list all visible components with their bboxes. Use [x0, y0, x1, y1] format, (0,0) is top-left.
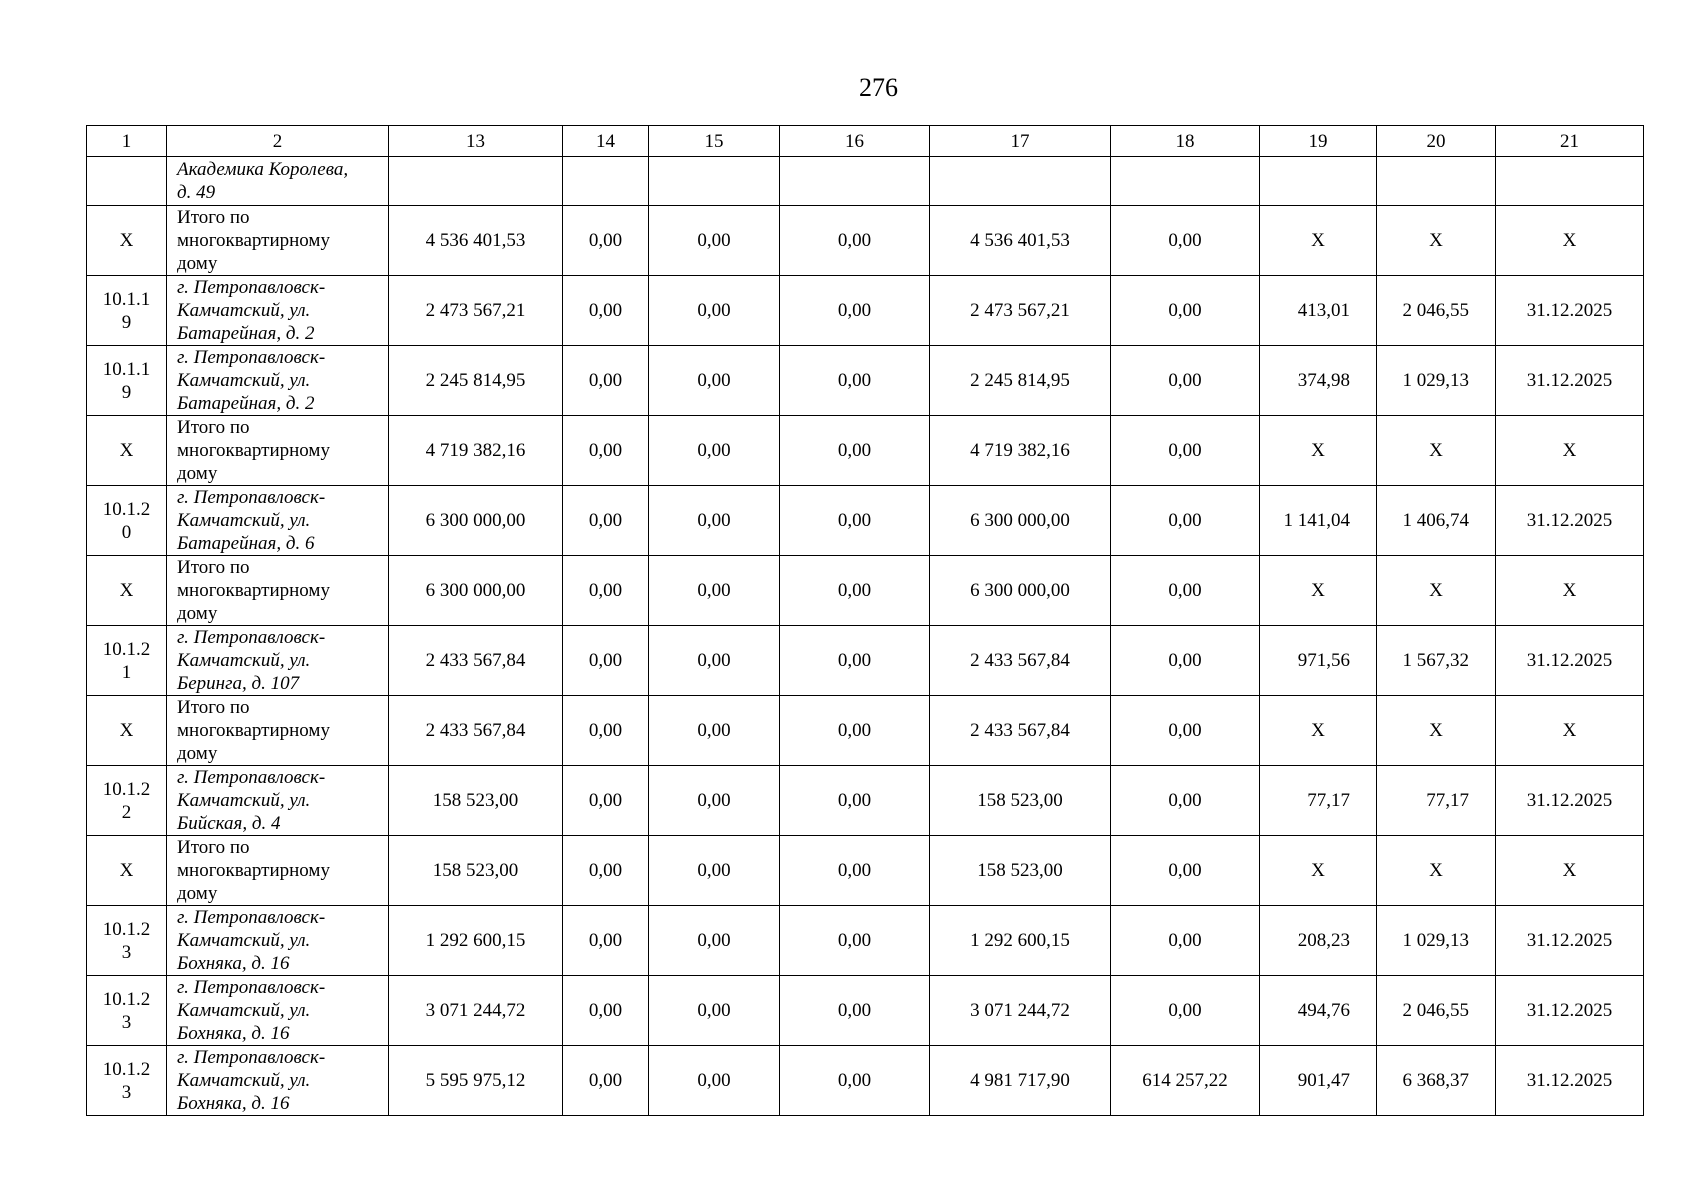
header-cell: 2 — [167, 126, 389, 157]
value-cell: 901,47 — [1260, 1046, 1377, 1116]
value-cell: 0,00 — [649, 486, 780, 556]
value-cell: Х — [1377, 696, 1496, 766]
value-cell: 2 245 814,95 — [389, 346, 563, 416]
value-cell: 2 245 814,95 — [930, 346, 1111, 416]
value-cell: 31.12.2025 — [1496, 1046, 1644, 1116]
value-cell: 0,00 — [780, 766, 930, 836]
value-cell: 4 536 401,53 — [389, 206, 563, 276]
value-cell: 0,00 — [563, 836, 649, 906]
row-number-cell: 10.1.2 2 — [87, 766, 167, 836]
total-label-cell: Итого по многоквартирному дому — [167, 836, 389, 906]
value-cell: 0,00 — [563, 976, 649, 1046]
value-cell — [930, 157, 1111, 206]
value-cell: 4 981 717,90 — [930, 1046, 1111, 1116]
value-cell: 6 300 000,00 — [930, 486, 1111, 556]
total-label-cell: Итого по многоквартирному дому — [167, 206, 389, 276]
value-cell: 6 300 000,00 — [389, 556, 563, 626]
value-cell: 0,00 — [1111, 276, 1260, 346]
value-cell: 1 029,13 — [1377, 346, 1496, 416]
value-cell: 31.12.2025 — [1496, 276, 1644, 346]
value-cell: 0,00 — [563, 556, 649, 626]
value-cell: 3 071 244,72 — [389, 976, 563, 1046]
address-cell: г. Петропавловск- Камчатский, ул. Батарейная, д. 2 — [167, 276, 389, 346]
value-cell: 0,00 — [649, 976, 780, 1046]
value-cell: Х — [1496, 696, 1644, 766]
value-cell: 4 719 382,16 — [389, 416, 563, 486]
value-cell: 0,00 — [1111, 626, 1260, 696]
value-cell: 0,00 — [649, 276, 780, 346]
value-cell — [389, 157, 563, 206]
value-cell: 0,00 — [780, 276, 930, 346]
table-row-total — [87, 416, 1644, 486]
value-cell: 2 433 567,84 — [930, 696, 1111, 766]
value-cell: 1 292 600,15 — [389, 906, 563, 976]
table-row — [87, 626, 1644, 696]
value-cell: 0,00 — [563, 346, 649, 416]
value-cell: 0,00 — [1111, 696, 1260, 766]
value-cell: 158 523,00 — [389, 836, 563, 906]
value-cell: 0,00 — [1111, 206, 1260, 276]
value-cell: 0,00 — [563, 696, 649, 766]
value-cell: 0,00 — [1111, 836, 1260, 906]
value-cell: 31.12.2025 — [1496, 906, 1644, 976]
header-cell: 17 — [930, 126, 1111, 157]
value-cell: 0,00 — [780, 696, 930, 766]
value-cell: 3 071 244,72 — [930, 976, 1111, 1046]
address-cell: г. Петропавловск- Камчатский, ул. Батарейная, д. 2 — [167, 346, 389, 416]
value-cell: 158 523,00 — [930, 766, 1111, 836]
total-label-cell: Итого по многоквартирному дому — [167, 556, 389, 626]
value-cell — [1260, 157, 1377, 206]
value-cell: 0,00 — [563, 276, 649, 346]
value-cell: 0,00 — [780, 206, 930, 276]
value-cell: 0,00 — [1111, 766, 1260, 836]
value-cell: 2 433 567,84 — [930, 626, 1111, 696]
value-cell: 0,00 — [563, 626, 649, 696]
value-cell: 0,00 — [563, 766, 649, 836]
row-number-cell: Х — [87, 556, 167, 626]
header-cell: 21 — [1496, 126, 1644, 157]
value-cell: 0,00 — [780, 1046, 930, 1116]
value-cell: 0,00 — [780, 836, 930, 906]
value-cell: 494,76 — [1260, 976, 1377, 1046]
value-cell: Х — [1260, 416, 1377, 486]
value-cell — [780, 157, 930, 206]
header-cell: 15 — [649, 126, 780, 157]
row-number-cell: 10.1.2 3 — [87, 1046, 167, 1116]
address-cell: Академика Королева, д. 49 — [167, 157, 389, 206]
value-cell — [563, 157, 649, 206]
address-cell: г. Петропавловск- Камчатский, ул. Бохняка, д. 16 — [167, 1046, 389, 1116]
header-cell: 16 — [780, 126, 930, 157]
value-cell: 77,17 — [1260, 766, 1377, 836]
header-cell: 18 — [1111, 126, 1260, 157]
table-row — [87, 276, 1644, 346]
value-cell: 31.12.2025 — [1496, 976, 1644, 1046]
value-cell: Х — [1496, 836, 1644, 906]
value-cell: Х — [1496, 416, 1644, 486]
address-cell: г. Петропавловск- Камчатский, ул. Бохняка, д. 16 — [167, 906, 389, 976]
value-cell: 0,00 — [649, 206, 780, 276]
value-cell: 2 473 567,21 — [389, 276, 563, 346]
value-cell: 4 536 401,53 — [930, 206, 1111, 276]
value-cell: 31.12.2025 — [1496, 486, 1644, 556]
row-number-cell: 10.1.2 3 — [87, 976, 167, 1046]
value-cell: Х — [1260, 696, 1377, 766]
value-cell: 6 300 000,00 — [389, 486, 563, 556]
value-cell: 0,00 — [780, 976, 930, 1046]
value-cell: 0,00 — [649, 766, 780, 836]
header-row — [87, 126, 1644, 157]
value-cell: 2 433 567,84 — [389, 626, 563, 696]
value-cell: 158 523,00 — [930, 836, 1111, 906]
value-cell: 0,00 — [563, 206, 649, 276]
table-row — [87, 976, 1644, 1046]
value-cell: 0,00 — [563, 1046, 649, 1116]
row-number-cell: 10.1.2 1 — [87, 626, 167, 696]
value-cell — [1496, 157, 1644, 206]
value-cell: 4 719 382,16 — [930, 416, 1111, 486]
address-cell: г. Петропавловск- Камчатский, ул. Батарейная, д. 6 — [167, 486, 389, 556]
value-cell: 0,00 — [649, 836, 780, 906]
value-cell: 971,56 — [1260, 626, 1377, 696]
value-cell: 6 368,37 — [1377, 1046, 1496, 1116]
value-cell: 0,00 — [780, 486, 930, 556]
address-cell: г. Петропавловск- Камчатский, ул. Бохняка, д. 16 — [167, 976, 389, 1046]
value-cell: 31.12.2025 — [1496, 766, 1644, 836]
value-cell: 0,00 — [649, 416, 780, 486]
header-cell: 19 — [1260, 126, 1377, 157]
value-cell: 2 046,55 — [1377, 976, 1496, 1046]
value-cell: 0,00 — [649, 556, 780, 626]
value-cell: 614 257,22 — [1111, 1046, 1260, 1116]
value-cell: Х — [1260, 206, 1377, 276]
value-cell: 0,00 — [1111, 976, 1260, 1046]
value-cell — [1111, 157, 1260, 206]
value-cell — [649, 157, 780, 206]
table-row — [87, 157, 1644, 206]
table-row-total — [87, 206, 1644, 276]
value-cell: Х — [1496, 206, 1644, 276]
value-cell: 0,00 — [649, 1046, 780, 1116]
row-number-cell: Х — [87, 836, 167, 906]
value-cell: 2 433 567,84 — [389, 696, 563, 766]
header-cell: 1 — [87, 126, 167, 157]
value-cell: Х — [1260, 836, 1377, 906]
data-table — [86, 125, 1644, 1116]
value-cell: 0,00 — [780, 906, 930, 976]
row-number-cell: Х — [87, 416, 167, 486]
value-cell: 2 046,55 — [1377, 276, 1496, 346]
value-cell — [1377, 157, 1496, 206]
address-cell: г. Петропавловск- Камчатский, ул. Беринга, д. 107 — [167, 626, 389, 696]
value-cell: 0,00 — [649, 346, 780, 416]
value-cell: 1 029,13 — [1377, 906, 1496, 976]
table-row — [87, 906, 1644, 976]
value-cell: Х — [1377, 556, 1496, 626]
value-cell: 6 300 000,00 — [930, 556, 1111, 626]
row-number-cell: 10.1.1 9 — [87, 276, 167, 346]
value-cell: 0,00 — [1111, 906, 1260, 976]
value-cell: 0,00 — [780, 556, 930, 626]
value-cell: 0,00 — [563, 906, 649, 976]
value-cell: Х — [1377, 836, 1496, 906]
value-cell: Х — [1260, 556, 1377, 626]
row-number-cell: Х — [87, 206, 167, 276]
value-cell: 413,01 — [1260, 276, 1377, 346]
value-cell: 31.12.2025 — [1496, 626, 1644, 696]
table-row-total — [87, 836, 1644, 906]
header-cell: 14 — [563, 126, 649, 157]
value-cell: 0,00 — [1111, 486, 1260, 556]
value-cell: Х — [1496, 556, 1644, 626]
value-cell: 1 141,04 — [1260, 486, 1377, 556]
value-cell: 77,17 — [1377, 766, 1496, 836]
value-cell: 31.12.2025 — [1496, 346, 1644, 416]
row-number-cell — [87, 157, 167, 206]
table-row — [87, 346, 1644, 416]
table-row-total — [87, 696, 1644, 766]
value-cell: Х — [1377, 416, 1496, 486]
value-cell: 374,98 — [1260, 346, 1377, 416]
row-number-cell: 10.1.2 3 — [87, 906, 167, 976]
total-label-cell: Итого по многоквартирному дому — [167, 696, 389, 766]
table-row — [87, 486, 1644, 556]
value-cell: 2 473 567,21 — [930, 276, 1111, 346]
table-row — [87, 766, 1644, 836]
value-cell: 1 292 600,15 — [930, 906, 1111, 976]
value-cell: 1 567,32 — [1377, 626, 1496, 696]
value-cell: 0,00 — [780, 346, 930, 416]
value-cell: 5 595 975,12 — [389, 1046, 563, 1116]
total-label-cell: Итого по многоквартирному дому — [167, 416, 389, 486]
row-number-cell: Х — [87, 696, 167, 766]
value-cell: 0,00 — [780, 416, 930, 486]
value-cell: 0,00 — [1111, 346, 1260, 416]
table-row-total — [87, 556, 1644, 626]
table-row — [87, 1046, 1644, 1116]
value-cell: 0,00 — [1111, 416, 1260, 486]
value-cell: 1 406,74 — [1377, 486, 1496, 556]
value-cell: 0,00 — [649, 906, 780, 976]
value-cell: 208,23 — [1260, 906, 1377, 976]
page-number: 276 — [859, 73, 898, 102]
value-cell: 0,00 — [780, 626, 930, 696]
value-cell: 0,00 — [563, 416, 649, 486]
row-number-cell: 10.1.2 0 — [87, 486, 167, 556]
value-cell: Х — [1377, 206, 1496, 276]
address-cell: г. Петропавловск- Камчатский, ул. Бийская, д. 4 — [167, 766, 389, 836]
header-cell: 20 — [1377, 126, 1496, 157]
value-cell: 0,00 — [649, 696, 780, 766]
row-number-cell: 10.1.1 9 — [87, 346, 167, 416]
value-cell: 0,00 — [563, 486, 649, 556]
header-cell: 13 — [389, 126, 563, 157]
value-cell: 158 523,00 — [389, 766, 563, 836]
value-cell: 0,00 — [1111, 556, 1260, 626]
value-cell: 0,00 — [649, 626, 780, 696]
